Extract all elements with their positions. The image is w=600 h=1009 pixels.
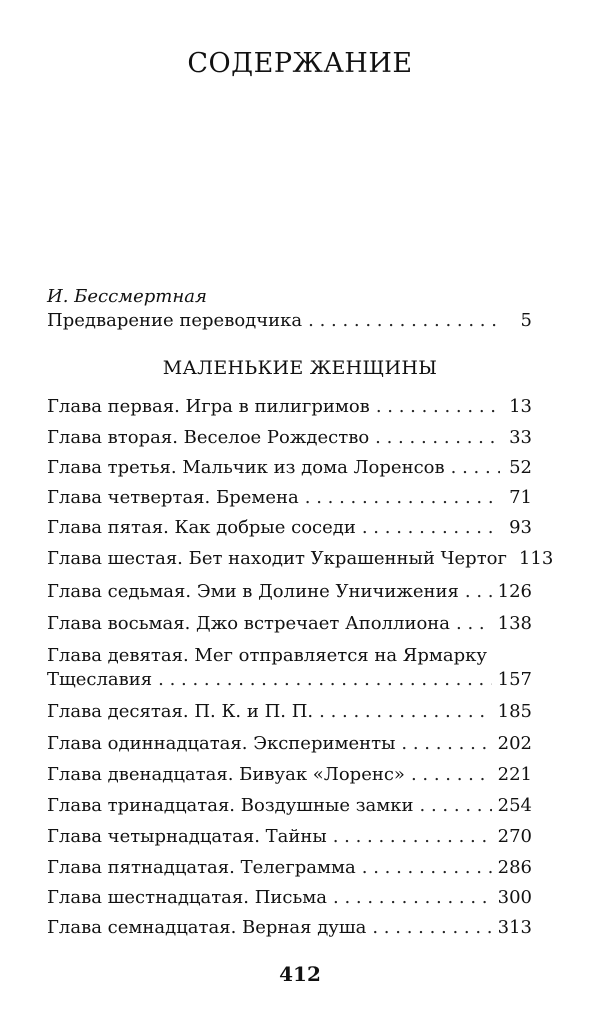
toc-entry-page: 13 [509,396,532,417]
dot-leader [420,794,492,818]
toc-entry-title: Глава четвертая. Бремена [47,487,299,508]
toc-entry [47,486,532,510]
toc-entry [47,668,532,692]
toc-entry-title: Глава десятая. П. К. и П. П. [47,701,314,722]
dot-leader [333,825,492,849]
dot-leader [456,612,492,636]
toc-entry-page: 202 [497,733,532,754]
toc-entry-page: 313 [497,917,532,938]
toc-entry-page: 157 [497,669,532,690]
toc-entry-page: 286 [497,857,532,878]
dot-leader [376,395,500,419]
toc-entry-page: 126 [497,581,532,602]
toc-entry-title: Глава тринадцатая. Воздушные замки [47,795,414,816]
toc-entry-page: 138 [497,613,532,634]
dot-leader [451,456,500,480]
toc-entry [47,547,554,571]
page-title: СОДЕРЖАНИЕ [187,48,413,79]
toc-entry [47,395,532,419]
toc-entry-title: Тщеславия [47,669,153,690]
toc-entry-page: 52 [509,457,532,478]
toc-entry-title: Глава пятая. Как добрые соседи [47,517,356,538]
toc-entry [47,886,532,910]
dot-leader [319,700,492,724]
toc-entry-page: 270 [497,826,532,847]
dot-leader [372,916,491,940]
toc-entry-page: 33 [509,427,532,448]
page-number: 412 [279,962,321,986]
toc-entry [47,825,532,849]
toc-entry-page: 71 [509,487,532,508]
section-heading: МАЛЕНЬКИЕ ЖЕНЩИНЫ [162,357,438,379]
dot-leader [375,426,500,450]
dot-leader [401,732,491,756]
toc-entry [47,580,532,604]
toc-entry-title: Глава третья. Мальчик из дома Лоренсов [47,457,445,478]
toc-entry [47,916,532,940]
toc-entry-title: Глава вторая. Веселое Рождество [47,427,370,448]
toc-entry-page: 113 [518,548,554,569]
dot-leader [362,516,500,540]
dot-leader [333,886,492,910]
toc-entry-title: Глава семнадцатая. Верная душа [47,917,367,938]
toc-entry-page: 5 [520,310,532,331]
toc-entry-title: Глава первая. Игра в пилигримов [47,396,370,417]
dot-leader [411,763,492,787]
toc-entry [47,456,532,480]
toc-entry-page: 300 [497,887,532,908]
dot-leader [305,486,500,510]
toc-entry-title: Глава шестнадцатая. Письма [47,887,328,908]
toc-entry-title: Глава двенадцатая. Бивуак «Лоренс» [47,764,405,785]
dot-leader [362,856,492,880]
dot-leader [308,309,500,333]
preface-author: И. Бессмертная [47,286,207,307]
toc-entry-page: 93 [509,517,532,538]
toc-entry [47,516,532,540]
toc-entry-title: Глава одиннадцатая. Эксперименты [47,733,396,754]
toc-entry [47,794,532,818]
toc-entry [47,426,532,450]
dot-leader [465,580,492,604]
toc-entry-title: Глава шестая. Бет находит Украшенный Чертог [47,548,507,569]
toc-entry-title: Предварение переводчика [47,310,303,331]
toc-entry-page: 221 [497,764,532,785]
toc-entry [47,612,532,636]
toc-entry-page: 185 [497,701,532,722]
toc-entry [47,856,532,880]
toc-entry-title: Глава четырнадцатая. Тайны [47,826,327,847]
toc-entry-first-line: Глава девятая. Мег отправляется на Ярмарку [47,645,487,666]
dot-leader [158,668,492,692]
toc-entry [47,700,532,724]
toc-entry-title: Глава пятнадцатая. Телеграмма [47,857,356,878]
toc-entry-title: Глава восьмая. Джо встречает Аполлиона [47,613,451,634]
toc-entry [47,763,532,787]
toc-entry-preface [47,309,532,333]
toc-entry-title: Глава седьмая. Эми в Долине Уничижения [47,581,459,602]
toc-entry [47,732,532,756]
toc-entry-page: 254 [497,795,532,816]
